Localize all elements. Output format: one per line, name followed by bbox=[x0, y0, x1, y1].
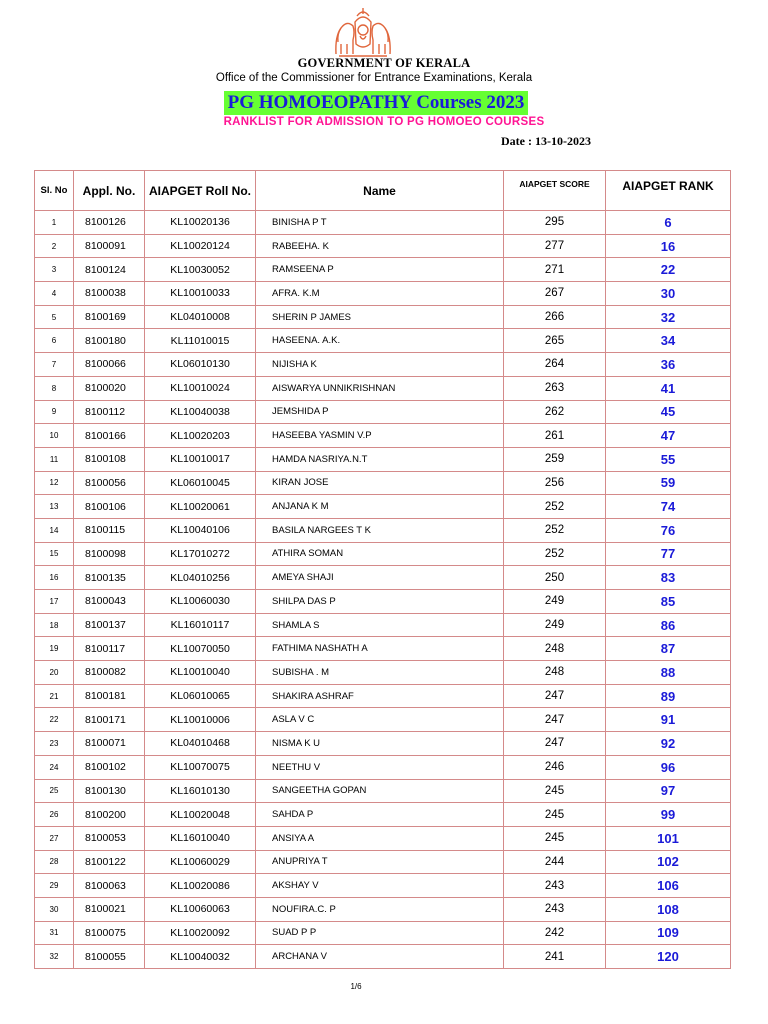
cell-rank: 96 bbox=[606, 755, 731, 779]
cell-roll-no: KL04010256 bbox=[145, 566, 256, 590]
cell-name: SUAD P P bbox=[256, 921, 504, 945]
cell-roll-no: KL06010065 bbox=[145, 684, 256, 708]
cell-rank: 6 bbox=[606, 211, 731, 235]
cell-roll-no: KL16010130 bbox=[145, 779, 256, 803]
cell-sl-no: 1 bbox=[35, 211, 74, 235]
table-row bbox=[35, 779, 731, 803]
cell-score: 247 bbox=[504, 708, 606, 732]
cell-name: SAHDA P bbox=[256, 803, 504, 827]
cell-appl-no: 8100098 bbox=[74, 542, 145, 566]
cell-appl-no: 8100130 bbox=[74, 779, 145, 803]
cell-sl-no: 28 bbox=[35, 850, 74, 874]
cell-rank: 45 bbox=[606, 400, 731, 424]
table-row bbox=[35, 329, 731, 353]
kerala-state-emblem-icon bbox=[333, 6, 393, 60]
column-header-appl-no: Appl. No. bbox=[74, 171, 145, 211]
cell-sl-no: 29 bbox=[35, 874, 74, 898]
cell-appl-no: 8100020 bbox=[74, 376, 145, 400]
cell-score: 242 bbox=[504, 921, 606, 945]
cell-roll-no: KL10060029 bbox=[145, 850, 256, 874]
table-row bbox=[35, 447, 731, 471]
cell-rank: 30 bbox=[606, 282, 731, 306]
cell-appl-no: 8100108 bbox=[74, 447, 145, 471]
cell-sl-no: 17 bbox=[35, 590, 74, 614]
cell-name: NISMA K U bbox=[256, 732, 504, 756]
cell-roll-no: KL10010033 bbox=[145, 282, 256, 306]
cell-appl-no: 8100171 bbox=[74, 708, 145, 732]
cell-sl-no: 12 bbox=[35, 471, 74, 495]
cell-name: SHAKIRA ASHRAF bbox=[256, 684, 504, 708]
cell-roll-no: KL04010008 bbox=[145, 305, 256, 329]
cell-roll-no: KL10070050 bbox=[145, 637, 256, 661]
cell-appl-no: 8100066 bbox=[74, 353, 145, 377]
cell-score: 245 bbox=[504, 803, 606, 827]
cell-score: 271 bbox=[504, 258, 606, 282]
table-row bbox=[35, 590, 731, 614]
cell-sl-no: 6 bbox=[35, 329, 74, 353]
list-date: Date : 13-10-2023 bbox=[501, 134, 591, 148]
cell-sl-no: 32 bbox=[35, 945, 74, 969]
cell-name: NEETHU V bbox=[256, 755, 504, 779]
cell-score: 265 bbox=[504, 329, 606, 353]
cell-appl-no: 8100053 bbox=[74, 826, 145, 850]
cell-sl-no: 27 bbox=[35, 826, 74, 850]
cell-roll-no: KL16010040 bbox=[145, 826, 256, 850]
cell-roll-no: KL10020124 bbox=[145, 234, 256, 258]
table-row bbox=[35, 897, 731, 921]
cell-rank: 120 bbox=[606, 945, 731, 969]
cell-score: 249 bbox=[504, 590, 606, 614]
table-row bbox=[35, 305, 731, 329]
cell-roll-no: KL10040038 bbox=[145, 400, 256, 424]
table-header-row bbox=[35, 171, 731, 211]
table-row bbox=[35, 684, 731, 708]
cell-roll-no: KL10060030 bbox=[145, 590, 256, 614]
course-title: PG HOMOEOPATHY Courses 2023 bbox=[224, 91, 529, 115]
cell-appl-no: 8100082 bbox=[74, 661, 145, 685]
cell-rank: 36 bbox=[606, 353, 731, 377]
cell-score: 261 bbox=[504, 424, 606, 448]
table-row bbox=[35, 613, 731, 637]
cell-name: RAMSEENA P bbox=[256, 258, 504, 282]
cell-sl-no: 31 bbox=[35, 921, 74, 945]
table-row bbox=[35, 282, 731, 306]
cell-rank: 74 bbox=[606, 495, 731, 519]
table-row bbox=[35, 518, 731, 542]
cell-appl-no: 8100063 bbox=[74, 874, 145, 898]
cell-appl-no: 8100075 bbox=[74, 921, 145, 945]
table-row bbox=[35, 732, 731, 756]
cell-sl-no: 13 bbox=[35, 495, 74, 519]
cell-appl-no: 8100115 bbox=[74, 518, 145, 542]
cell-score: 246 bbox=[504, 755, 606, 779]
cell-appl-no: 8100021 bbox=[74, 897, 145, 921]
cell-roll-no: KL10020086 bbox=[145, 874, 256, 898]
cell-rank: 85 bbox=[606, 590, 731, 614]
government-title: GOVERNMENT OF KERALA bbox=[297, 56, 471, 70]
table-row bbox=[35, 637, 731, 661]
cell-name: AKSHAY V bbox=[256, 874, 504, 898]
cell-name: NOUFIRA.C. P bbox=[256, 897, 504, 921]
cell-appl-no: 8100181 bbox=[74, 684, 145, 708]
cell-name: RABEEHA. K bbox=[256, 234, 504, 258]
cell-roll-no: KL10040106 bbox=[145, 518, 256, 542]
cell-name: ASLA V C bbox=[256, 708, 504, 732]
cell-rank: 87 bbox=[606, 637, 731, 661]
cell-rank: 76 bbox=[606, 518, 731, 542]
cell-name: NIJISHA K bbox=[256, 353, 504, 377]
cell-score: 247 bbox=[504, 684, 606, 708]
cell-score: 252 bbox=[504, 542, 606, 566]
table-row bbox=[35, 826, 731, 850]
cell-sl-no: 7 bbox=[35, 353, 74, 377]
cell-sl-no: 9 bbox=[35, 400, 74, 424]
cell-rank: 97 bbox=[606, 779, 731, 803]
cell-name: HAMDA NASRIYA.N.T bbox=[256, 447, 504, 471]
cell-score: 252 bbox=[504, 495, 606, 519]
cell-appl-no: 8100071 bbox=[74, 732, 145, 756]
cell-appl-no: 8100200 bbox=[74, 803, 145, 827]
cell-name: HASEENA. A.K. bbox=[256, 329, 504, 353]
cell-appl-no: 8100135 bbox=[74, 566, 145, 590]
cell-rank: 55 bbox=[606, 447, 731, 471]
cell-rank: 86 bbox=[606, 613, 731, 637]
cell-name: FATHIMA NASHATH A bbox=[256, 637, 504, 661]
cell-appl-no: 8100124 bbox=[74, 258, 145, 282]
table-row bbox=[35, 850, 731, 874]
cell-name: JEMSHIDA P bbox=[256, 400, 504, 424]
cell-roll-no: KL10020061 bbox=[145, 495, 256, 519]
cell-roll-no: KL10020136 bbox=[145, 211, 256, 235]
cell-name: KIRAN JOSE bbox=[256, 471, 504, 495]
cell-appl-no: 8100055 bbox=[74, 945, 145, 969]
cell-name: ANUPRIYA T bbox=[256, 850, 504, 874]
cell-rank: 88 bbox=[606, 661, 731, 685]
table-row bbox=[35, 566, 731, 590]
cell-roll-no: KL06010045 bbox=[145, 471, 256, 495]
cell-appl-no: 8100112 bbox=[74, 400, 145, 424]
table-row bbox=[35, 755, 731, 779]
table-row bbox=[35, 424, 731, 448]
cell-score: 266 bbox=[504, 305, 606, 329]
cell-rank: 92 bbox=[606, 732, 731, 756]
office-title: Office of the Commissioner for Entrance Examinations, Kerala bbox=[215, 72, 533, 84]
cell-rank: 32 bbox=[606, 305, 731, 329]
cell-score: 248 bbox=[504, 637, 606, 661]
cell-roll-no: KL10020092 bbox=[145, 921, 256, 945]
cell-name: SHERIN P JAMES bbox=[256, 305, 504, 329]
cell-score: 247 bbox=[504, 732, 606, 756]
cell-sl-no: 19 bbox=[35, 637, 74, 661]
cell-sl-no: 30 bbox=[35, 897, 74, 921]
cell-name: ARCHANA V bbox=[256, 945, 504, 969]
cell-score: 243 bbox=[504, 897, 606, 921]
cell-name: SHAMLA S bbox=[256, 613, 504, 637]
cell-roll-no: KL10040032 bbox=[145, 945, 256, 969]
table-row bbox=[35, 234, 731, 258]
cell-appl-no: 8100117 bbox=[74, 637, 145, 661]
cell-roll-no: KL17010272 bbox=[145, 542, 256, 566]
cell-appl-no: 8100102 bbox=[74, 755, 145, 779]
cell-score: 263 bbox=[504, 376, 606, 400]
table-row bbox=[35, 945, 731, 969]
cell-sl-no: 3 bbox=[35, 258, 74, 282]
table-row bbox=[35, 542, 731, 566]
cell-sl-no: 5 bbox=[35, 305, 74, 329]
table-row bbox=[35, 471, 731, 495]
cell-roll-no: KL10020048 bbox=[145, 803, 256, 827]
cell-rank: 101 bbox=[606, 826, 731, 850]
cell-sl-no: 8 bbox=[35, 376, 74, 400]
cell-score: 245 bbox=[504, 779, 606, 803]
cell-sl-no: 18 bbox=[35, 613, 74, 637]
cell-score: 243 bbox=[504, 874, 606, 898]
cell-rank: 22 bbox=[606, 258, 731, 282]
cell-sl-no: 26 bbox=[35, 803, 74, 827]
cell-name: BASILA NARGEES T K bbox=[256, 518, 504, 542]
table-row bbox=[35, 803, 731, 827]
cell-name: HASEEBA YASMIN V.P bbox=[256, 424, 504, 448]
cell-score: 277 bbox=[504, 234, 606, 258]
cell-rank: 59 bbox=[606, 471, 731, 495]
cell-appl-no: 8100166 bbox=[74, 424, 145, 448]
cell-score: 264 bbox=[504, 353, 606, 377]
cell-score: 295 bbox=[504, 211, 606, 235]
table-row bbox=[35, 708, 731, 732]
cell-sl-no: 25 bbox=[35, 779, 74, 803]
cell-score: 256 bbox=[504, 471, 606, 495]
cell-appl-no: 8100106 bbox=[74, 495, 145, 519]
cell-sl-no: 21 bbox=[35, 684, 74, 708]
cell-appl-no: 8100169 bbox=[74, 305, 145, 329]
cell-rank: 99 bbox=[606, 803, 731, 827]
table-row bbox=[35, 258, 731, 282]
cell-appl-no: 8100180 bbox=[74, 329, 145, 353]
cell-sl-no: 23 bbox=[35, 732, 74, 756]
cell-score: 248 bbox=[504, 661, 606, 685]
cell-appl-no: 8100056 bbox=[74, 471, 145, 495]
column-header-roll-no: AIAPGET Roll No. bbox=[145, 171, 256, 211]
cell-appl-no: 8100126 bbox=[74, 211, 145, 235]
cell-name: BINISHA P T bbox=[256, 211, 504, 235]
cell-roll-no: KL10020203 bbox=[145, 424, 256, 448]
cell-sl-no: 10 bbox=[35, 424, 74, 448]
cell-rank: 89 bbox=[606, 684, 731, 708]
table-row bbox=[35, 211, 731, 235]
cell-sl-no: 11 bbox=[35, 447, 74, 471]
cell-name: ATHIRA SOMAN bbox=[256, 542, 504, 566]
cell-roll-no: KL10010024 bbox=[145, 376, 256, 400]
cell-roll-no: KL16010117 bbox=[145, 613, 256, 637]
cell-appl-no: 8100091 bbox=[74, 234, 145, 258]
cell-rank: 91 bbox=[606, 708, 731, 732]
table-row bbox=[35, 353, 731, 377]
course-title-wrap bbox=[0, 91, 752, 115]
cell-score: 245 bbox=[504, 826, 606, 850]
cell-appl-no: 8100137 bbox=[74, 613, 145, 637]
cell-rank: 41 bbox=[606, 376, 731, 400]
cell-name: SHILPA DAS P bbox=[256, 590, 504, 614]
cell-sl-no: 20 bbox=[35, 661, 74, 685]
cell-appl-no: 8100122 bbox=[74, 850, 145, 874]
cell-score: 259 bbox=[504, 447, 606, 471]
cell-sl-no: 2 bbox=[35, 234, 74, 258]
cell-roll-no: KL10010040 bbox=[145, 661, 256, 685]
rank-table-body bbox=[35, 211, 731, 969]
cell-score: 250 bbox=[504, 566, 606, 590]
cell-rank: 34 bbox=[606, 329, 731, 353]
table-row bbox=[35, 921, 731, 945]
cell-score: 249 bbox=[504, 613, 606, 637]
cell-sl-no: 22 bbox=[35, 708, 74, 732]
cell-name: SANGEETHA GOPAN bbox=[256, 779, 504, 803]
column-header-name: Name bbox=[256, 171, 504, 211]
table-row bbox=[35, 495, 731, 519]
cell-appl-no: 8100043 bbox=[74, 590, 145, 614]
rank-table bbox=[34, 170, 731, 969]
cell-name: AFRA. K.M bbox=[256, 282, 504, 306]
cell-sl-no: 4 bbox=[35, 282, 74, 306]
cell-roll-no: KL06010130 bbox=[145, 353, 256, 377]
cell-roll-no: KL11010015 bbox=[145, 329, 256, 353]
cell-rank: 83 bbox=[606, 566, 731, 590]
cell-name: AMEYA SHAJI bbox=[256, 566, 504, 590]
cell-name: ANSIYA A bbox=[256, 826, 504, 850]
cell-sl-no: 16 bbox=[35, 566, 74, 590]
table-row bbox=[35, 376, 731, 400]
cell-sl-no: 14 bbox=[35, 518, 74, 542]
column-header-rank: AIAPGET RANK bbox=[606, 171, 731, 211]
cell-rank: 16 bbox=[606, 234, 731, 258]
cell-roll-no: KL10070075 bbox=[145, 755, 256, 779]
cell-score: 267 bbox=[504, 282, 606, 306]
cell-name: SUBISHA . M bbox=[256, 661, 504, 685]
cell-rank: 108 bbox=[606, 897, 731, 921]
page-number: 1/6 bbox=[350, 982, 362, 991]
cell-roll-no: KL10010006 bbox=[145, 708, 256, 732]
table-row bbox=[35, 874, 731, 898]
cell-score: 244 bbox=[504, 850, 606, 874]
cell-appl-no: 8100038 bbox=[74, 282, 145, 306]
cell-name: AISWARYA UNNIKRISHNAN bbox=[256, 376, 504, 400]
ranklist-title: RANKLIST FOR ADMISSION TO PG HOMOEO COURSES bbox=[223, 116, 545, 128]
cell-rank: 102 bbox=[606, 850, 731, 874]
cell-score: 252 bbox=[504, 518, 606, 542]
cell-rank: 47 bbox=[606, 424, 731, 448]
cell-score: 241 bbox=[504, 945, 606, 969]
cell-roll-no: KL10060063 bbox=[145, 897, 256, 921]
column-header-score: AIAPGET SCORE bbox=[504, 171, 606, 211]
cell-score: 262 bbox=[504, 400, 606, 424]
cell-rank: 77 bbox=[606, 542, 731, 566]
cell-roll-no: KL04010468 bbox=[145, 732, 256, 756]
cell-roll-no: KL10030052 bbox=[145, 258, 256, 282]
cell-sl-no: 24 bbox=[35, 755, 74, 779]
cell-rank: 109 bbox=[606, 921, 731, 945]
cell-sl-no: 15 bbox=[35, 542, 74, 566]
cell-rank: 106 bbox=[606, 874, 731, 898]
cell-name: ANJANA K M bbox=[256, 495, 504, 519]
column-header-sl-no: Sl. No bbox=[35, 171, 74, 211]
cell-roll-no: KL10010017 bbox=[145, 447, 256, 471]
table-row bbox=[35, 661, 731, 685]
table-row bbox=[35, 400, 731, 424]
